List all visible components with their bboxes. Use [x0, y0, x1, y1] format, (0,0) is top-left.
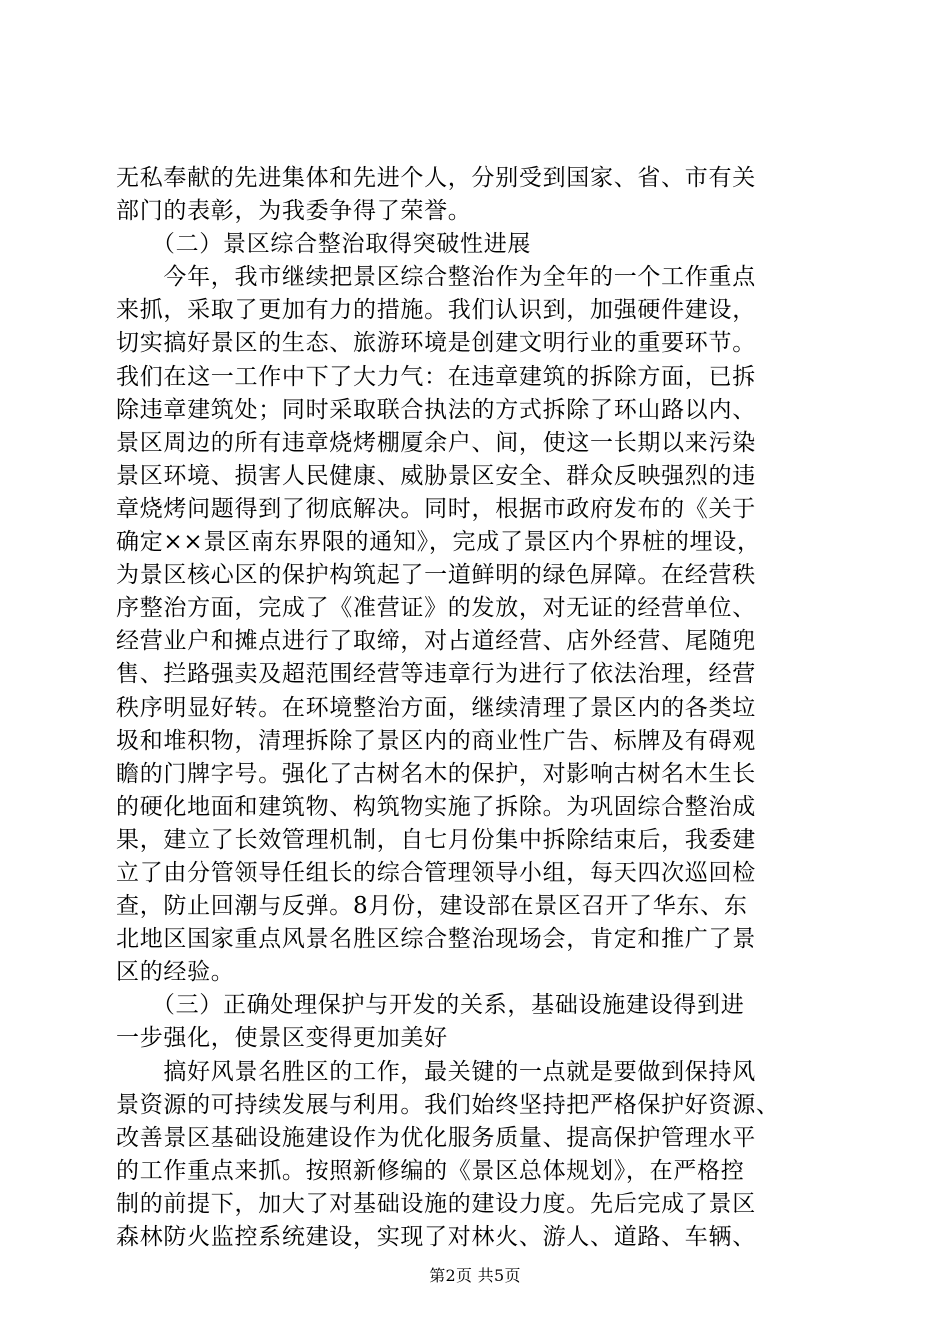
text-line: 果，建立了长效管理机制，自七月份集中拆除结束后，我委建	[116, 826, 756, 853]
text-line: 搞好风景名胜区的工作，最关键的一点就是要做到保持风	[116, 1058, 756, 1085]
text-line: 确定××景区南东界限的通知》，完成了景区内个界桩的埋设，	[116, 529, 761, 556]
text-line: 景资源的可持续发展与利用。我们始终坚持把严格保护好资源、	[116, 1091, 780, 1118]
text-line: 瞻的门牌字号。强化了古树名木的保护，对影响古树名木生长	[116, 760, 756, 787]
text-line: 区的经验。	[116, 959, 235, 986]
text-line: 北地区国家重点风景名胜区综合整治现场会，肯定和推广了景	[116, 926, 756, 953]
page-number-footer: 第2页 共5页	[429, 1266, 521, 1285]
section-heading: 一步强化，使景区变得更加美好	[116, 1025, 448, 1052]
text-line: 无私奉献的先进集体和先进个人，分别受到国家、省、市有关	[116, 165, 756, 191]
section-heading: （三）正确处理保护与开发的关系，基础设施建设得到进	[116, 992, 745, 1019]
text-line: 秩序明显好转。在环境整治方面，继续清理了景区内的各类垃	[116, 694, 756, 721]
text-line: 今年，我市继续把景区综合整治作为全年的一个工作重点	[116, 264, 756, 291]
text-line: 切实搞好景区的生态、旅游环境是创建文明行业的重要环节。	[116, 330, 756, 357]
text-line: 立了由分管领导任组长的综合管理领导小组，每天四次巡回检	[116, 859, 756, 886]
section-heading: （二）景区综合整治取得突破性进展	[116, 231, 532, 258]
text-line: 序整治方面，完成了《准营证》的发放，对无证的经营单位、	[116, 595, 756, 622]
text-line: 章烧烤问题得到了彻底解决。同时，根据市政府发布的《关于	[116, 495, 756, 522]
text-line: 景区环境、损害人民健康、威胁景区安全、群众反映强烈的违	[116, 462, 756, 489]
text-line: 改善景区基础设施建设作为优化服务质量、提高保护管理水平	[116, 1124, 756, 1151]
body-text	[116, 162, 845, 1254]
text-line: 售、拦路强卖及超范围经营等违章行为进行了依法治理，经营	[116, 661, 756, 688]
text-line: 圾和堆积物，清理拆除了景区内的商业性广告、标牌及有碍观	[116, 727, 756, 754]
text-line: 经营业户和摊点进行了取缔，对占道经营、店外经营、尾随兜	[116, 628, 756, 655]
text-line: 部门的表彰，为我委争得了荣誉。	[116, 198, 472, 225]
text-line: 我们在这一工作中下了大力气：在违章建筑的拆除方面，已拆	[116, 363, 756, 390]
text-line: 除违章建筑处；同时采取联合执法的方式拆除了环山路以内、	[116, 396, 756, 423]
text-line: 的工作重点来抓。按照新修编的《景区总体规划》，在严格控	[116, 1157, 745, 1184]
text-line: 查，防止回潮与反弹。8月份，建设部在景区召开了华东、东	[116, 893, 748, 920]
text-line: 来抓，采取了更加有力的措施。我们认识到，加强硬件建设，	[116, 297, 756, 324]
text-line: 的硬化地面和建筑物、构筑物实施了拆除。为巩固综合整治成	[116, 793, 756, 820]
text-line: 景区周边的所有违章烧烤棚厦余户、间，使这一长期以来污染	[116, 429, 756, 456]
text-line: 制的前提下，加大了对基础设施的建设力度。先后完成了景区	[116, 1190, 756, 1217]
text-line: 为景区核心区的保护构筑起了一道鲜明的绿色屏障。在经营秩	[116, 562, 756, 589]
text-line: 森林防火监控系统建设，实现了对林火、游人、道路、车辆、	[116, 1224, 756, 1250]
